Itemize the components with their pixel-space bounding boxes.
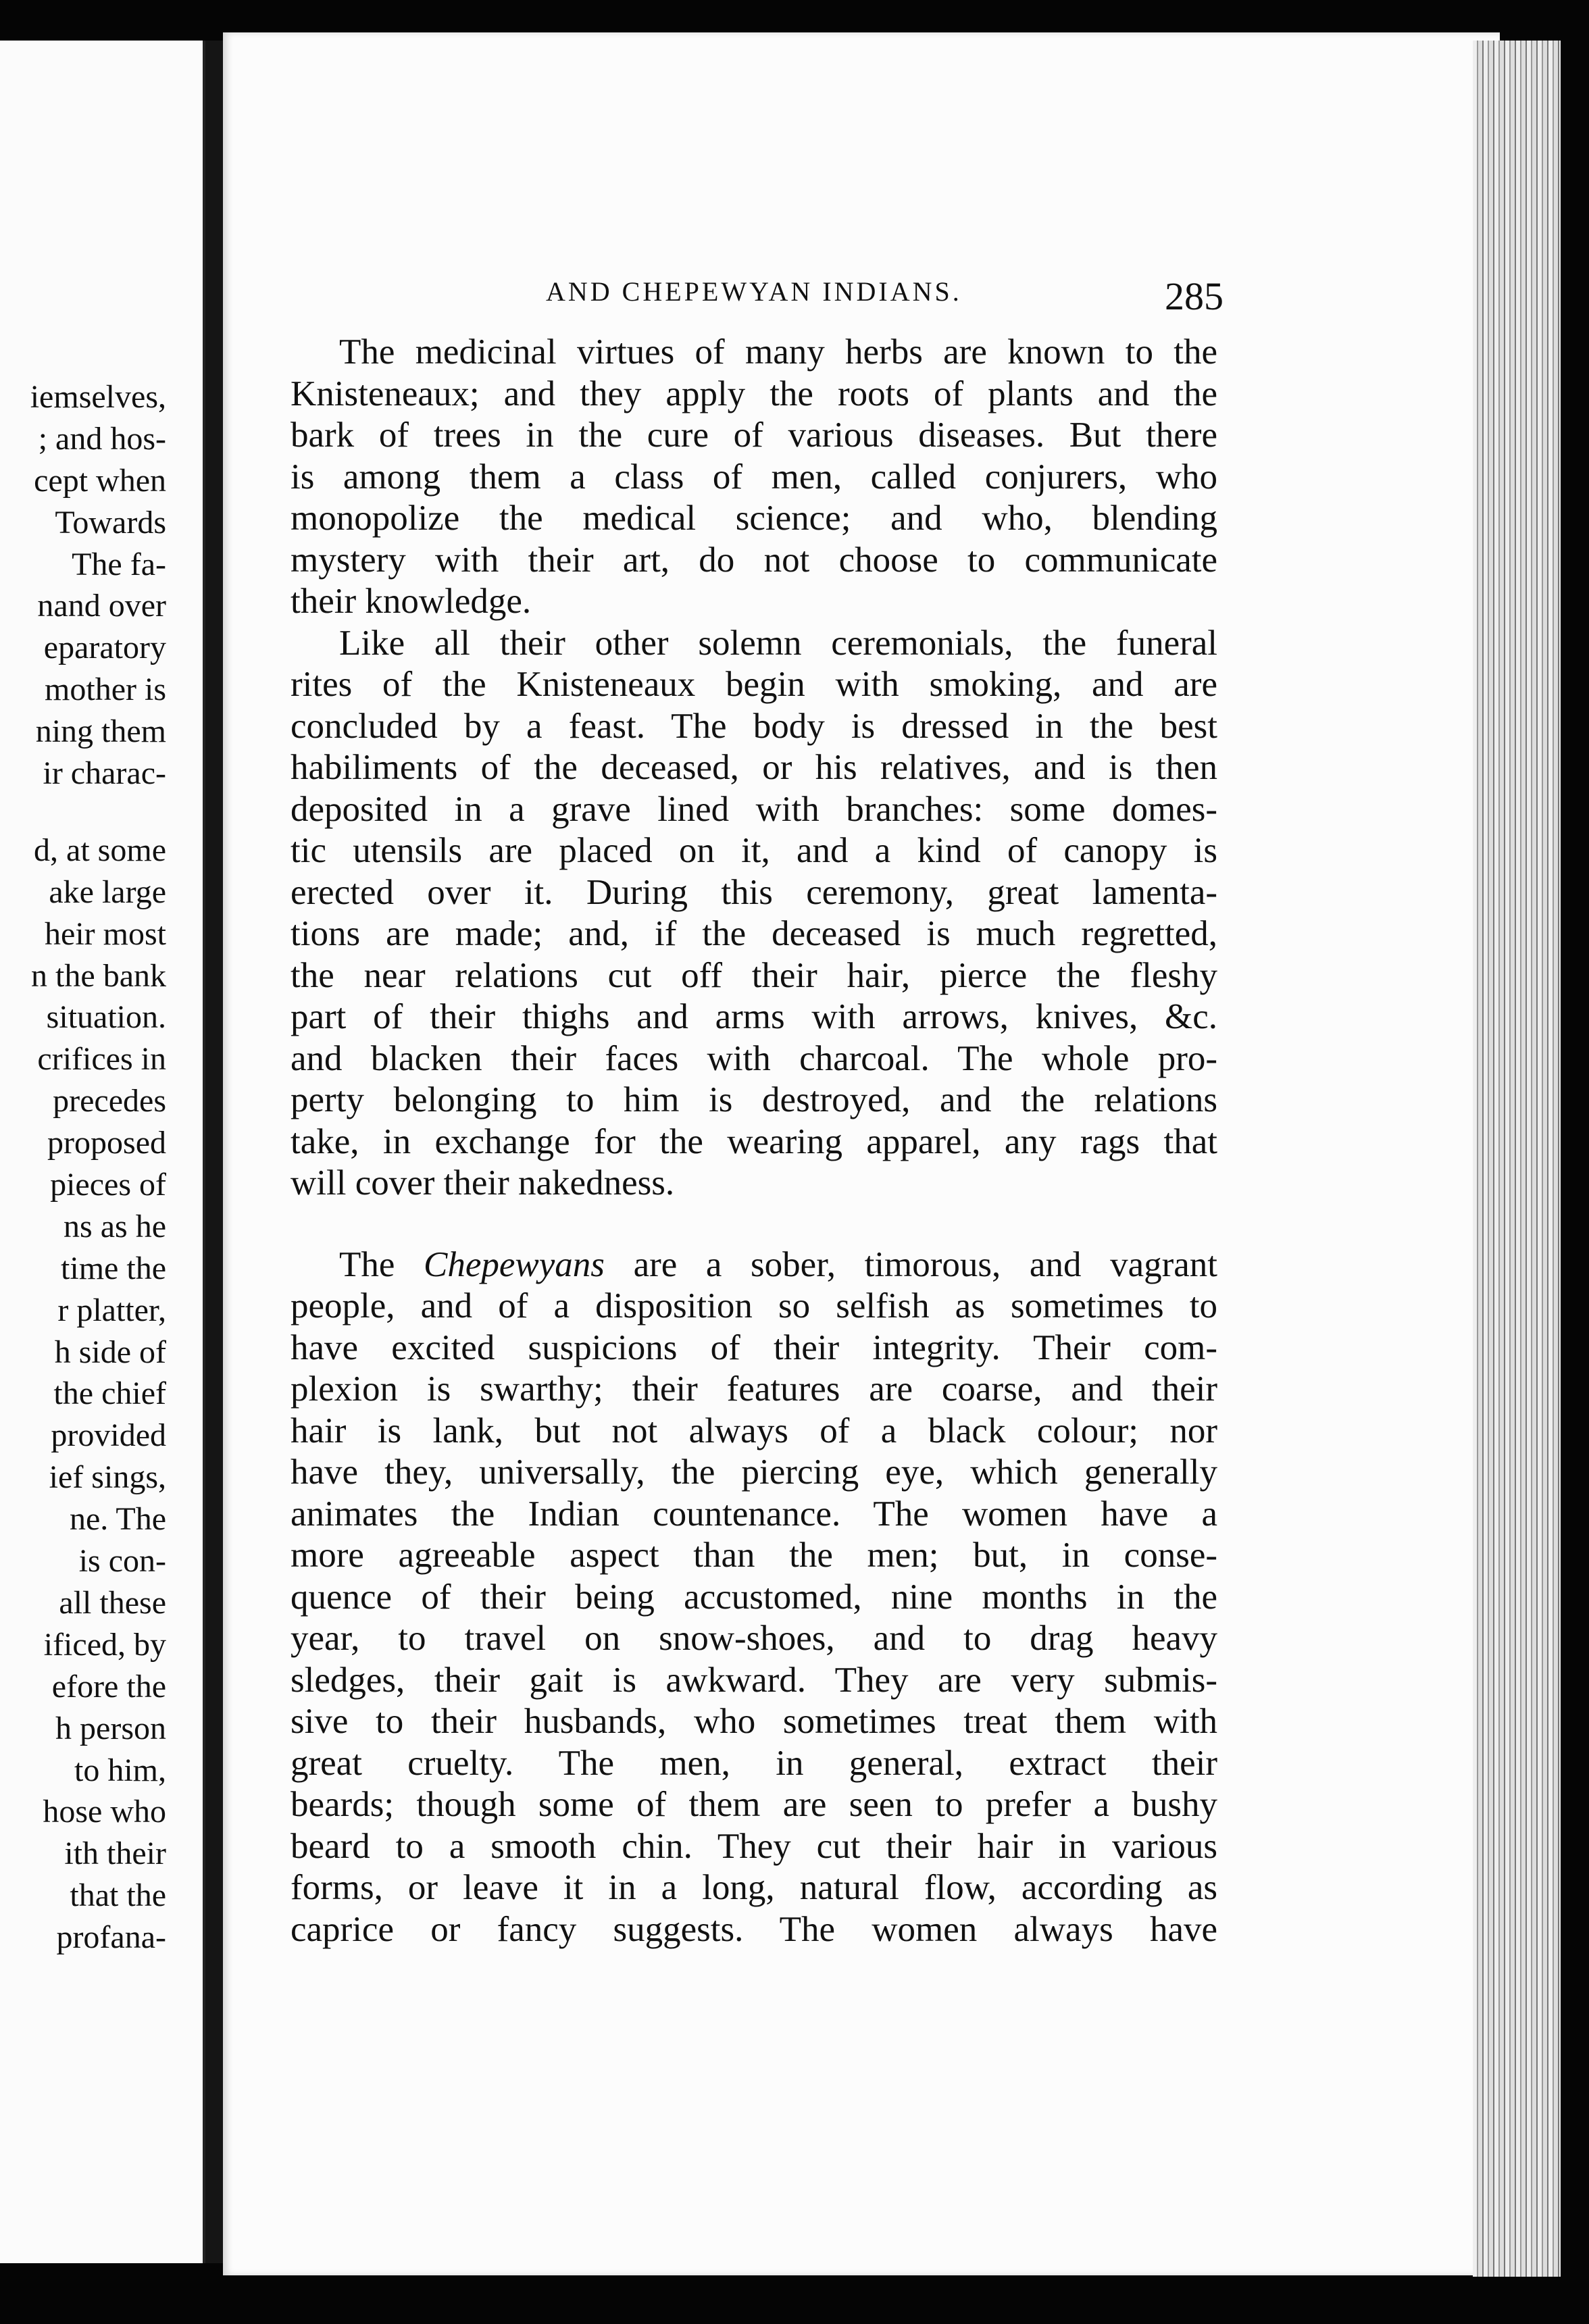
- text-line: mystery with their art, do not choose to communicate: [291, 540, 1217, 580]
- text-line: forms, or leave it in a long, natural flow, according as: [291, 1868, 1217, 1907]
- text-line: sive to their husbands, who sometimes treat them with: [291, 1702, 1217, 1741]
- left-line: ir charac-: [43, 755, 166, 792]
- left-line: eparatory: [43, 630, 166, 666]
- text-line: plexion is swarthy; their features are coarse, and their: [291, 1369, 1217, 1409]
- text-line: Like all their other solemn ceremonials, the funeral: [339, 623, 1217, 663]
- text-line: quence of their being accustomed, nine months in the: [291, 1577, 1217, 1617]
- left-line: proposed: [47, 1125, 166, 1161]
- text-line: tions are made; and, if the deceased is much regretted,: [291, 914, 1217, 953]
- body-text: [291, 332, 1217, 1950]
- left-line: n the bank: [31, 957, 166, 994]
- text-line: erected over it. During this ceremony, great lamenta-: [291, 872, 1217, 912]
- left-line: the chief: [53, 1375, 166, 1412]
- text-line: part of their thighs and arms with arrows, knives, &c.: [291, 997, 1217, 1036]
- section-break: [291, 1205, 1217, 1244]
- left-line: time the: [61, 1250, 166, 1286]
- left-line: pieces of: [50, 1167, 166, 1203]
- text-line: The medicinal virtues of many herbs are known to the: [339, 332, 1217, 372]
- text-line: sledges, their gait is awkward. They are very submis-: [291, 1660, 1217, 1700]
- text-line: have they, universally, the piercing eye, which generally: [291, 1452, 1217, 1492]
- left-line: provided: [51, 1417, 166, 1454]
- left-line: mother is: [45, 672, 166, 708]
- text-line: [291, 1244, 1217, 1286]
- left-line: that the: [70, 1877, 166, 1914]
- left-line: situation.: [46, 999, 166, 1036]
- left-line: to him,: [74, 1752, 166, 1788]
- left-page-lines: [30, 376, 166, 1959]
- left-line: ief sings,: [49, 1459, 166, 1496]
- left-line: efore the: [51, 1668, 166, 1704]
- italic-term: Chepewyans: [424, 1244, 605, 1284]
- left-line: d, at some: [34, 832, 166, 868]
- text-line: caprice or fancy suggests. The women always have: [291, 1909, 1217, 1949]
- left-line: heir most: [45, 915, 166, 952]
- left-line: nand over: [37, 588, 166, 624]
- left-line: Towards: [55, 504, 166, 540]
- text-run: The: [339, 1244, 424, 1284]
- text-line: great cruelty. The men, in general, extract their: [291, 1743, 1217, 1783]
- left-page-fragment: [0, 41, 205, 2263]
- text-line: tic utensils are placed on it, and a kind of canopy is: [291, 831, 1217, 870]
- left-line: ith their: [64, 1836, 166, 1872]
- left-line: ne. The: [69, 1501, 166, 1538]
- left-line: ns as he: [64, 1208, 166, 1244]
- page-number: 285: [1165, 274, 1224, 318]
- text-line: and blacken their faces with charcoal. The whole pro-: [291, 1038, 1217, 1078]
- text-line: beards; though some of them are seen to prefer a bushy: [291, 1785, 1217, 1824]
- left-line: r platter,: [57, 1292, 166, 1328]
- text-line: is among them a class of men, called conjurers, who: [291, 457, 1217, 497]
- text-line: deposited in a grave lined with branches: some domes-: [291, 789, 1217, 829]
- left-line: The fa-: [72, 546, 166, 582]
- text-line: the near relations cut off their hair, pierce the fleshy: [291, 955, 1217, 995]
- left-line: ake large: [49, 874, 166, 910]
- text-line: more agreeable aspect than the men; but, in conse-: [291, 1536, 1217, 1575]
- book-gutter: [205, 41, 223, 2263]
- left-line: ificed, by: [43, 1626, 166, 1663]
- left-line: hose who: [43, 1794, 166, 1830]
- running-head: AND CHEPEWYAN INDIANS.: [546, 276, 962, 307]
- text-line: have excited suspicions of their integrity. Their com-: [291, 1328, 1217, 1367]
- text-line: year, to travel on snow-shoes, and to drag heavy: [291, 1619, 1217, 1658]
- text-run: are a sober, timorous, and vagrant: [604, 1244, 1217, 1284]
- left-line: cept when: [34, 462, 166, 499]
- page-block-edge: [1473, 41, 1561, 2277]
- left-line: iemselves,: [30, 379, 166, 415]
- text-line: people, and of a disposition so selfish as sometimes to: [291, 1286, 1217, 1325]
- text-line: animates the Indian countenance. The women have a: [291, 1494, 1217, 1534]
- left-line: crifices in: [37, 1041, 166, 1078]
- text-line: will cover their nakedness.: [291, 1163, 675, 1203]
- left-line: ning them: [35, 713, 166, 750]
- text-line: concluded by a feast. The body is dressed in the best: [291, 706, 1217, 746]
- left-line: h side of: [54, 1334, 166, 1370]
- text-line: perty belonging to him is destroyed, and the relations: [291, 1080, 1217, 1119]
- text-line: their knowledge.: [291, 582, 532, 621]
- text-line: beard to a smooth chin. They cut their hair in various: [291, 1826, 1217, 1866]
- text-line: hair is lank, but not always of a black colour; nor: [291, 1411, 1217, 1450]
- text-line: habiliments of the deceased, or his relatives, and is then: [291, 748, 1217, 787]
- left-line: all these: [59, 1584, 166, 1621]
- left-line: is con-: [78, 1543, 166, 1580]
- text-line: Knisteneaux; and they apply the roots of plants and the: [291, 374, 1217, 413]
- left-line-gap: [30, 794, 166, 830]
- text-line: monopolize the medical science; and who, blending: [291, 499, 1217, 538]
- text-line: take, in exchange for the wearing apparel, any rags that: [291, 1121, 1217, 1161]
- left-line: precedes: [53, 1083, 166, 1119]
- text-line: bark of trees in the cure of various diseases. But there: [291, 415, 1217, 455]
- text-line: rites of the Knisteneaux begin with smoking, and are: [291, 665, 1217, 704]
- left-line: ; and hos-: [38, 420, 166, 457]
- left-line: h person: [55, 1710, 166, 1746]
- left-line: profana-: [56, 1919, 166, 1956]
